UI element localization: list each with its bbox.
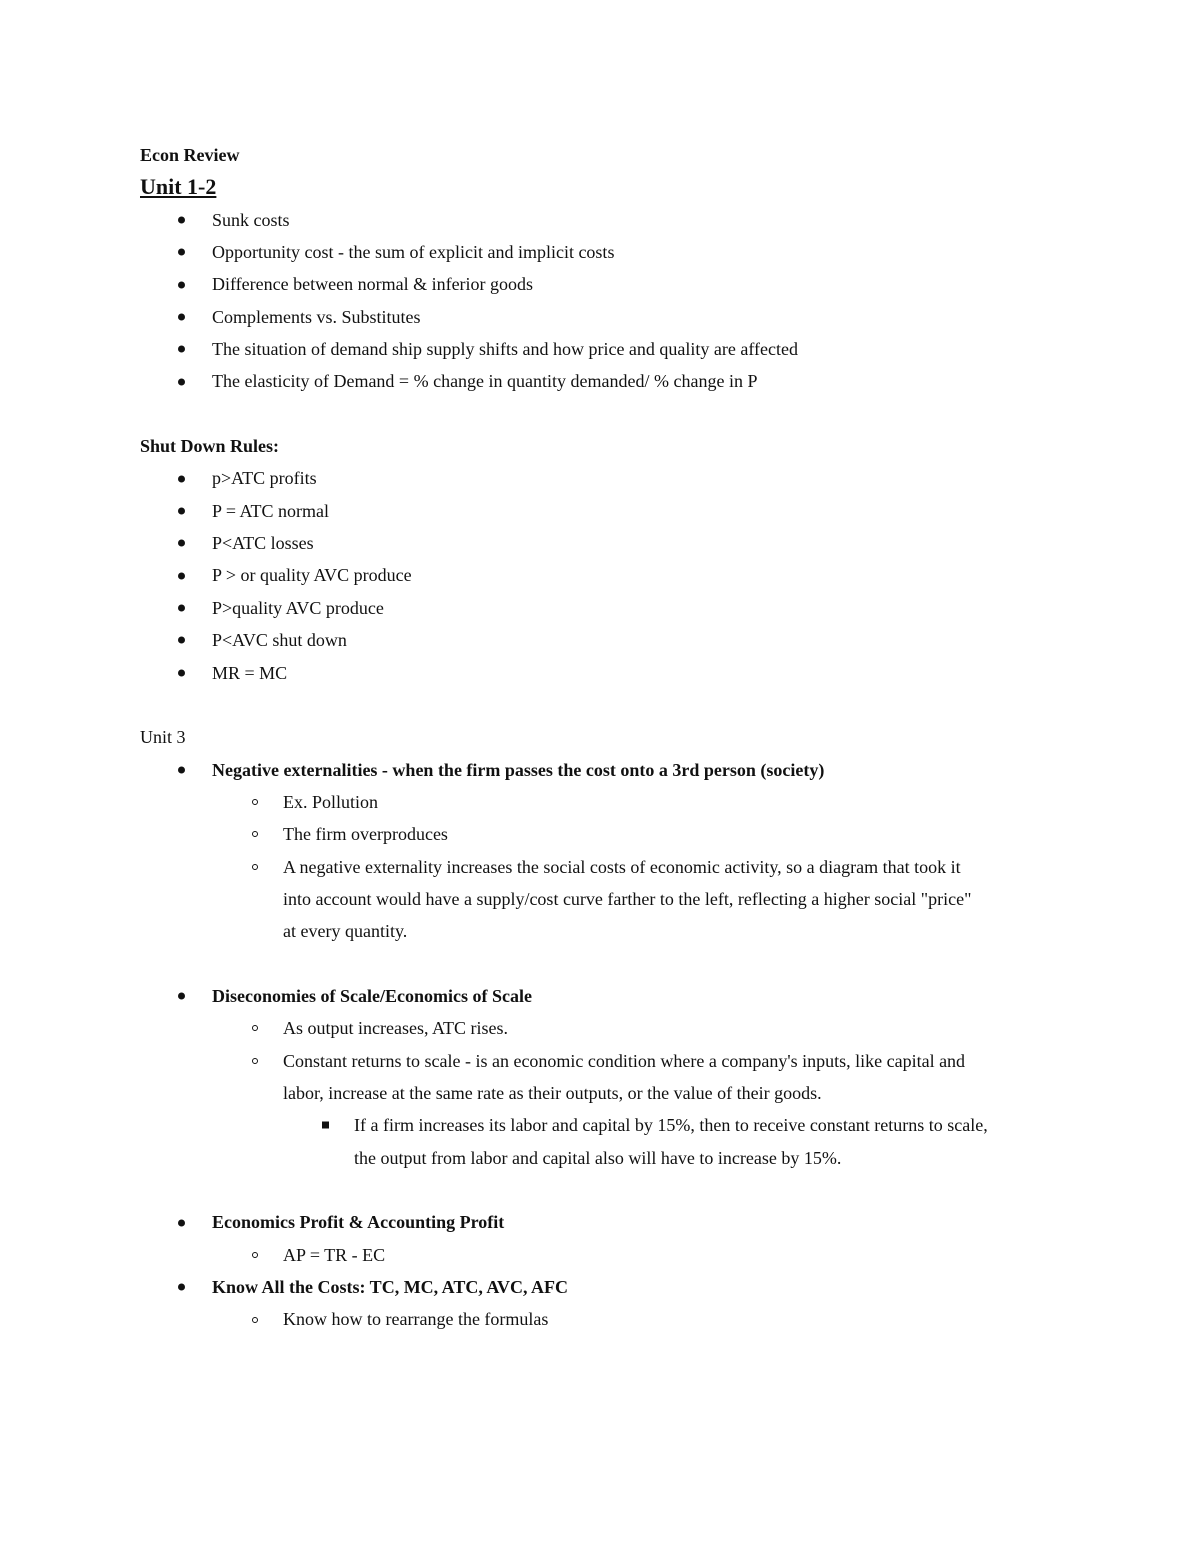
- sub-list-item: AP = TR - EC: [140, 1239, 1070, 1271]
- sub-list-item: A negative externality increases the social costs of economic activity, so a diagram that took it: [140, 851, 1070, 883]
- bullet-icon: [178, 604, 185, 611]
- blank-line: [140, 398, 1070, 430]
- bullet-icon: [178, 766, 185, 773]
- circle-bullet-icon: [252, 831, 258, 837]
- circle-bullet-icon: [252, 799, 258, 805]
- list-item: Difference between normal & inferior goods: [140, 268, 1070, 300]
- list-item: Sunk costs: [140, 204, 1070, 236]
- bullet-icon: [178, 1219, 185, 1226]
- sub-list-item: Know how to rearrange the formulas: [140, 1303, 1070, 1335]
- sub-list-item: Ex. Pollution: [140, 786, 1070, 818]
- sub-list-item: Constant returns to scale - is an economic condition where a company's inputs, like capital and: [140, 1045, 1070, 1077]
- document-title: Econ Review: [140, 145, 240, 165]
- list-item: Negative externalities - when the firm passes the cost onto a 3rd person (society): [140, 754, 1070, 786]
- circle-bullet-icon: [252, 864, 258, 870]
- blank-line: [140, 1174, 1070, 1206]
- bullet-icon: [178, 281, 185, 288]
- list-item: Diseconomies of Scale/Economics of Scale: [140, 980, 1070, 1012]
- circle-bullet-icon: [252, 1317, 258, 1323]
- square-bullet-icon: [322, 1122, 329, 1129]
- bullet-icon: [178, 313, 185, 320]
- blank-line: [140, 948, 1070, 980]
- list-item: The situation of demand ship supply shifts and how price and quality are affected: [140, 333, 1070, 365]
- sub-list-item-continued: labor, increase at the same rate as their outputs, or the value of their goods.: [283, 1082, 822, 1103]
- list-item: Economics Profit & Accounting Profit: [140, 1206, 1070, 1238]
- list-item: P<AVC shut down: [140, 624, 1070, 656]
- sub-list-item-continued: at every quantity.: [283, 921, 408, 942]
- list-item: The elasticity of Demand = % change in quantity demanded/ % change in P: [140, 365, 1070, 397]
- sub-sub-list-item: If a firm increases its labor and capital by 15%, then to receive constant returns to scale,: [140, 1109, 1070, 1141]
- circle-bullet-icon: [252, 1058, 258, 1064]
- list-item: P<ATC losses: [140, 527, 1070, 559]
- bullet-icon: [178, 346, 185, 353]
- sub-sub-list-item-continued: the output from labor and capital also will have to increase by 15%.: [354, 1147, 842, 1168]
- list-item: Opportunity cost - the sum of explicit and implicit costs: [140, 236, 1070, 268]
- sub-list-item-continued: into account would have a supply/cost curve farther to the left, reflecting a higher social "price": [283, 888, 972, 909]
- list-item: Complements vs. Substitutes: [140, 301, 1070, 333]
- shutdown-heading: Shut Down Rules:: [140, 436, 280, 457]
- list-item: MR = MC: [140, 657, 1070, 689]
- sub-list-item: As output increases, ATC rises.: [140, 1012, 1070, 1044]
- list-item: P > or quality AVC produce: [140, 559, 1070, 591]
- list-item: P>quality AVC produce: [140, 592, 1070, 624]
- bullet-icon: [178, 993, 185, 1000]
- unit-3-heading: Unit 3: [140, 727, 186, 748]
- bullet-icon: [178, 1284, 185, 1291]
- circle-bullet-icon: [252, 1025, 258, 1031]
- bullet-icon: [178, 216, 185, 223]
- bullet-icon: [178, 540, 185, 547]
- bullet-icon: [178, 378, 185, 385]
- list-item: Know All the Costs: TC, MC, ATC, AVC, AFC: [140, 1271, 1070, 1303]
- list-item: P = ATC normal: [140, 495, 1070, 527]
- bullet-icon: [178, 507, 185, 514]
- sub-list-item: The firm overproduces: [140, 818, 1070, 850]
- bullet-icon: [178, 249, 185, 256]
- bullet-icon: [178, 637, 185, 644]
- bullet-icon: [178, 475, 185, 482]
- circle-bullet-icon: [252, 1252, 258, 1258]
- document-page: [140, 139, 1070, 1336]
- bullet-icon: [178, 572, 185, 579]
- blank-line: [140, 689, 1070, 721]
- bullet-icon: [178, 669, 185, 676]
- list-item: p>ATC profits: [140, 462, 1070, 494]
- unit-1-2-heading: Unit 1-2: [140, 174, 217, 200]
